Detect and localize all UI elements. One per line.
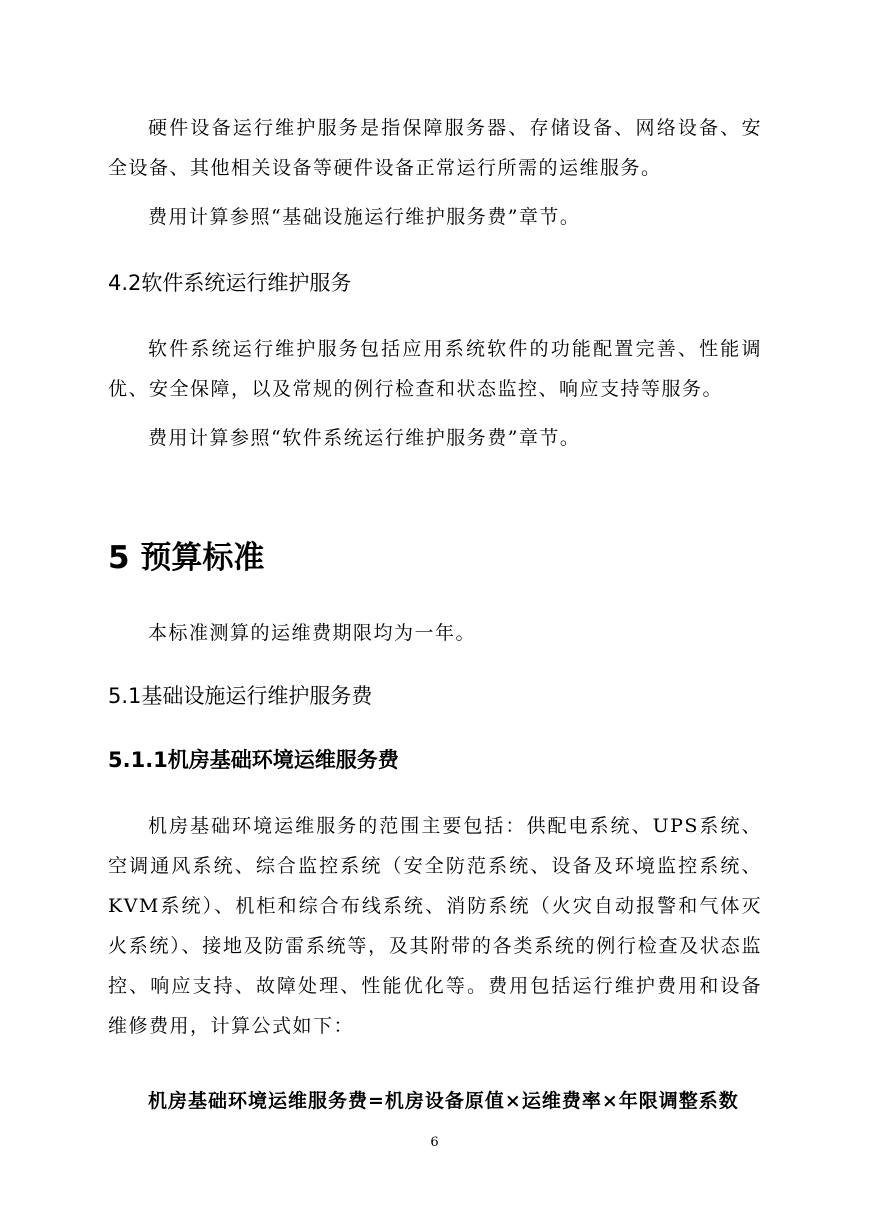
software-fee-reference: 费用计算参照“软件系统运行维护服务费”章节。 bbox=[148, 427, 581, 449]
section-5-1-heading: 5.1基础设施运行维护服务费 bbox=[108, 684, 373, 708]
budget-intro: 本标准测算的运维费期限均为一年。 bbox=[148, 622, 477, 644]
page-number: 6 bbox=[430, 1135, 439, 1150]
chapter-5-heading: 5 预算标准 bbox=[108, 540, 265, 576]
section-4-2-heading: 4.2软件系统运行维护服务 bbox=[108, 271, 352, 295]
section-5-1-1-heading: 5.1.1机房基础环境运维服务费 bbox=[108, 748, 399, 772]
machine-room-description: 机房基础环境运维服务的范围主要包括：供配电系统、UPS系统、空调通风系统、综合监控系统（安全防范系统、设备及环境监控系统、KVM系统）、机柜和综合布线系统、消防系统（火灾自动报警和气体灭火系统）、接地及防雷系统等，及其附带的各类系统的例行检查及状态监控、响应支持、故障处理、性能优化等。费用包括运行维护费用和设备维修费用，计算公式如下： bbox=[108, 815, 762, 1037]
hardware-fee-reference: 费用计算参照“基础设施运行维护服务费”章节。 bbox=[148, 206, 581, 228]
software-description: 软件系统运行维护服务包括应用系统软件的功能配置完善、性能调优、安全保障，以及常规的例行检查和状态监控、响应支持等服务。 bbox=[108, 338, 762, 400]
hardware-description: 硬件设备运行维护服务是指保障服务器、存储设备、网络设备、安全设备、其他相关设备等硬件设备正常运行所需的运维服务。 bbox=[108, 117, 762, 179]
fee-formula: 机房基础环境运维服务费=机房设备原值×运维费率×年限调整系数 bbox=[148, 1090, 739, 1112]
